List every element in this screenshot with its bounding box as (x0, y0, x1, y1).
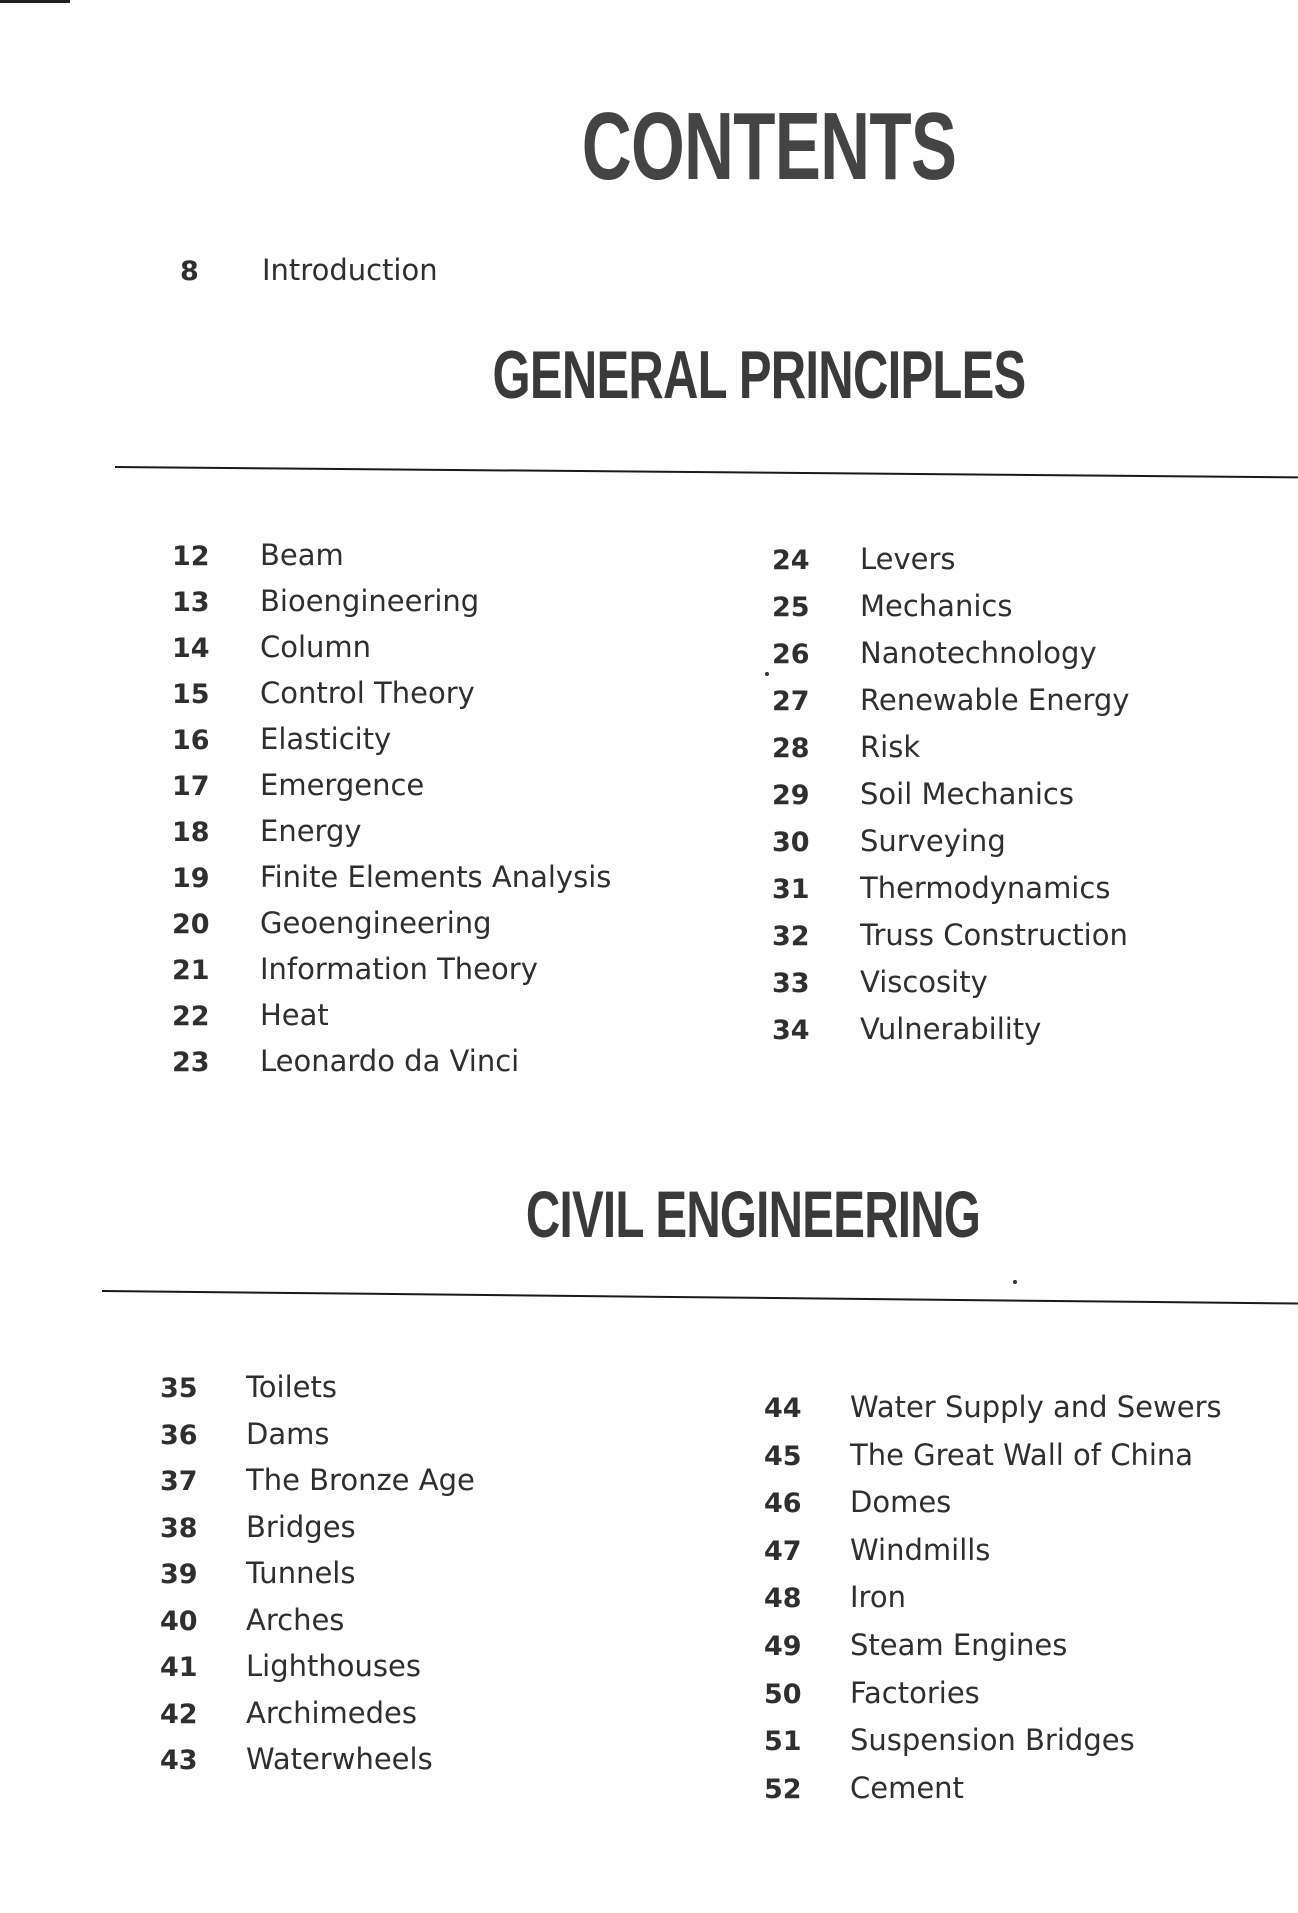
toc-page-number: 33 (772, 968, 810, 999)
toc-page-number: 35 (160, 1373, 198, 1404)
toc-entry[interactable] (772, 589, 1129, 636)
toc-page-number: 50 (764, 1678, 802, 1710)
toc-page-number: 22 (172, 1001, 210, 1032)
toc-entry[interactable] (160, 1649, 475, 1696)
toc-entry-title: Column (260, 630, 372, 664)
toc-entry[interactable] (772, 542, 1129, 589)
toc-entry[interactable] (172, 814, 611, 860)
toc-entry-title: Arches (246, 1602, 345, 1637)
toc-entry[interactable] (764, 1676, 1222, 1724)
toc-entry-title: Lighthouses (246, 1649, 421, 1683)
toc-entry[interactable] (772, 871, 1129, 918)
toc-entry-title: Geoengineering (260, 906, 492, 940)
toc-entry[interactable] (172, 630, 611, 676)
toc-entry[interactable] (772, 965, 1129, 1012)
toc-page-number: 27 (772, 686, 810, 717)
toc-entry-title: Toilets (246, 1370, 337, 1404)
toc-entry-title: Tunnels (246, 1556, 356, 1590)
toc-entry-title: Introduction (262, 253, 438, 287)
toc-page-number: 39 (160, 1559, 198, 1590)
toc-entry[interactable] (172, 676, 611, 722)
toc-entry[interactable] (764, 1390, 1222, 1438)
section-divider (102, 1290, 1298, 1305)
toc-page-number: 25 (772, 592, 810, 623)
toc-entry-title: The Bronze Age (246, 1463, 475, 1497)
toc-entry[interactable] (772, 777, 1129, 824)
toc-entry[interactable] (172, 998, 611, 1044)
toc-entry[interactable] (172, 584, 611, 630)
toc-entry[interactable] (772, 683, 1129, 730)
toc-page-number: 21 (172, 955, 210, 986)
toc-entry-title: Soil Mechanics (860, 777, 1074, 811)
toc-entry[interactable] (172, 860, 611, 906)
toc-entry-title: Risk (860, 730, 921, 764)
toc-entry-title: Viscosity (860, 965, 988, 999)
toc-entry[interactable] (172, 906, 611, 952)
toc-entry-title: Suspension Bridges (850, 1723, 1135, 1758)
toc-entry[interactable] (764, 1628, 1222, 1676)
toc-page-number: 36 (160, 1419, 198, 1451)
toc-entry[interactable] (772, 918, 1129, 965)
toc-entry-title: Waterwheels (246, 1742, 433, 1776)
toc-page-number: 28 (772, 733, 810, 764)
toc-entry[interactable] (172, 538, 611, 584)
toc-page-number: 18 (172, 817, 210, 848)
page-edge-mark (0, 0, 70, 3)
toc-page-number: 19 (172, 863, 210, 894)
toc-entry-title: Energy (260, 814, 362, 848)
toc-entry-title: Vulnerability (860, 1012, 1042, 1046)
toc-page-number: 45 (764, 1440, 802, 1472)
toc-column-general-right (772, 542, 1129, 1059)
section-heading-civil-engineering: CIVIL ENGINEERING (525, 1177, 981, 1251)
toc-page-number: 26 (772, 639, 810, 670)
toc-entry-title: Water Supply and Sewers (850, 1390, 1222, 1424)
toc-entry[interactable] (160, 1696, 475, 1743)
page-title: CONTENTS (581, 93, 957, 200)
toc-entry[interactable] (772, 1012, 1129, 1059)
toc-page-number: 38 (160, 1512, 198, 1544)
toc-entry[interactable] (172, 722, 611, 768)
toc-page-number: 8 (180, 256, 199, 287)
toc-page-number: 43 (160, 1745, 198, 1776)
toc-entry-title: Iron (850, 1580, 906, 1615)
toc-entry[interactable] (764, 1533, 1222, 1581)
toc-entry[interactable] (160, 1556, 475, 1603)
toc-entry[interactable] (160, 1463, 475, 1510)
toc-page-number: 42 (160, 1698, 198, 1730)
toc-entry-title: Information Theory (260, 952, 538, 986)
toc-page-number: 48 (764, 1583, 802, 1615)
toc-entry-title: Thermodynamics (860, 871, 1111, 905)
toc-page-number: 23 (172, 1047, 210, 1078)
toc-entry-title: Control Theory (260, 676, 475, 710)
toc-entry-title: Finite Elements Analysis (260, 860, 612, 894)
toc-entry-title: Surveying (860, 824, 1006, 858)
toc-entry-title: Archimedes (246, 1695, 417, 1730)
toc-entry-introduction[interactable] (180, 253, 438, 287)
toc-entry-title: Heat (260, 998, 329, 1032)
toc-page-number: 31 (772, 874, 810, 905)
toc-page-number: 37 (160, 1466, 198, 1497)
toc-entry[interactable] (160, 1510, 475, 1557)
toc-entry[interactable] (160, 1742, 475, 1789)
toc-entry[interactable] (172, 952, 611, 998)
toc-page-number: 30 (772, 827, 810, 858)
toc-entry-title: Emergence (260, 768, 425, 802)
toc-entry-title: Domes (850, 1485, 952, 1520)
toc-entry-title: Steam Engines (850, 1627, 1068, 1662)
toc-page-number: 34 (772, 1015, 810, 1046)
toc-page-number: 51 (764, 1726, 802, 1758)
toc-entry-title: Bridges (246, 1509, 356, 1544)
toc-entry[interactable] (764, 1723, 1222, 1771)
toc-entry[interactable] (160, 1370, 475, 1417)
toc-page-number: 47 (764, 1535, 802, 1567)
toc-entry[interactable] (764, 1771, 1222, 1819)
toc-column-civil-left (160, 1370, 475, 1789)
toc-column-civil-right (764, 1390, 1222, 1818)
toc-entry[interactable] (764, 1485, 1222, 1533)
toc-entry-title: Beam (260, 538, 344, 572)
toc-page-number: 32 (772, 921, 810, 952)
toc-entry-title: Truss Construction (860, 918, 1128, 952)
toc-entry[interactable] (772, 636, 1129, 683)
toc-entry-title: Levers (860, 542, 956, 576)
toc-entry-title: Cement (850, 1770, 964, 1805)
toc-page-number: 24 (772, 545, 810, 576)
toc-page-number: 44 (764, 1393, 802, 1424)
toc-entry[interactable] (172, 768, 611, 814)
toc-entry-title: Windmills (850, 1532, 991, 1567)
toc-entry-title: Dams (246, 1416, 330, 1451)
toc-entry-title: Nanotechnology (860, 636, 1097, 670)
toc-column-general-left (172, 538, 611, 1090)
section-divider (115, 466, 1298, 478)
toc-entry-title: Leonardo da Vinci (260, 1044, 520, 1078)
toc-page-number: 29 (772, 780, 810, 811)
toc-page-number: 40 (160, 1605, 198, 1637)
toc-page-number: 13 (172, 587, 210, 618)
toc-page-number: 20 (172, 909, 210, 940)
toc-page-number: 17 (172, 771, 210, 802)
toc-entry-title: Factories (850, 1675, 980, 1710)
toc-entry-title: The Great Wall of China (850, 1437, 1194, 1472)
toc-page-number: 46 (764, 1488, 802, 1520)
toc-entry[interactable] (772, 730, 1129, 777)
toc-entry[interactable] (160, 1603, 475, 1650)
section-heading-general-principles: GENERAL PRINCIPLES (492, 337, 1026, 413)
toc-page-number: 16 (172, 725, 210, 756)
toc-entry-title: Elasticity (260, 722, 392, 756)
print-speck (765, 672, 769, 676)
toc-page-number: 12 (172, 541, 210, 572)
toc-page-number: 41 (160, 1652, 198, 1683)
toc-entry[interactable] (764, 1438, 1222, 1486)
toc-page-number: 14 (172, 633, 210, 664)
toc-entry-title: Bioengineering (260, 584, 480, 618)
toc-entry[interactable] (772, 824, 1129, 871)
toc-page-number: 52 (764, 1773, 802, 1805)
print-speck (1013, 1280, 1017, 1284)
toc-page-number: 49 (764, 1630, 802, 1662)
toc-page-number: 15 (172, 679, 210, 710)
toc-entry[interactable] (764, 1580, 1222, 1628)
toc-entry-title: Renewable Energy (860, 683, 1130, 717)
toc-entry[interactable] (172, 1044, 611, 1090)
toc-entry-title: Mechanics (860, 589, 1013, 623)
toc-entry[interactable] (160, 1417, 475, 1464)
